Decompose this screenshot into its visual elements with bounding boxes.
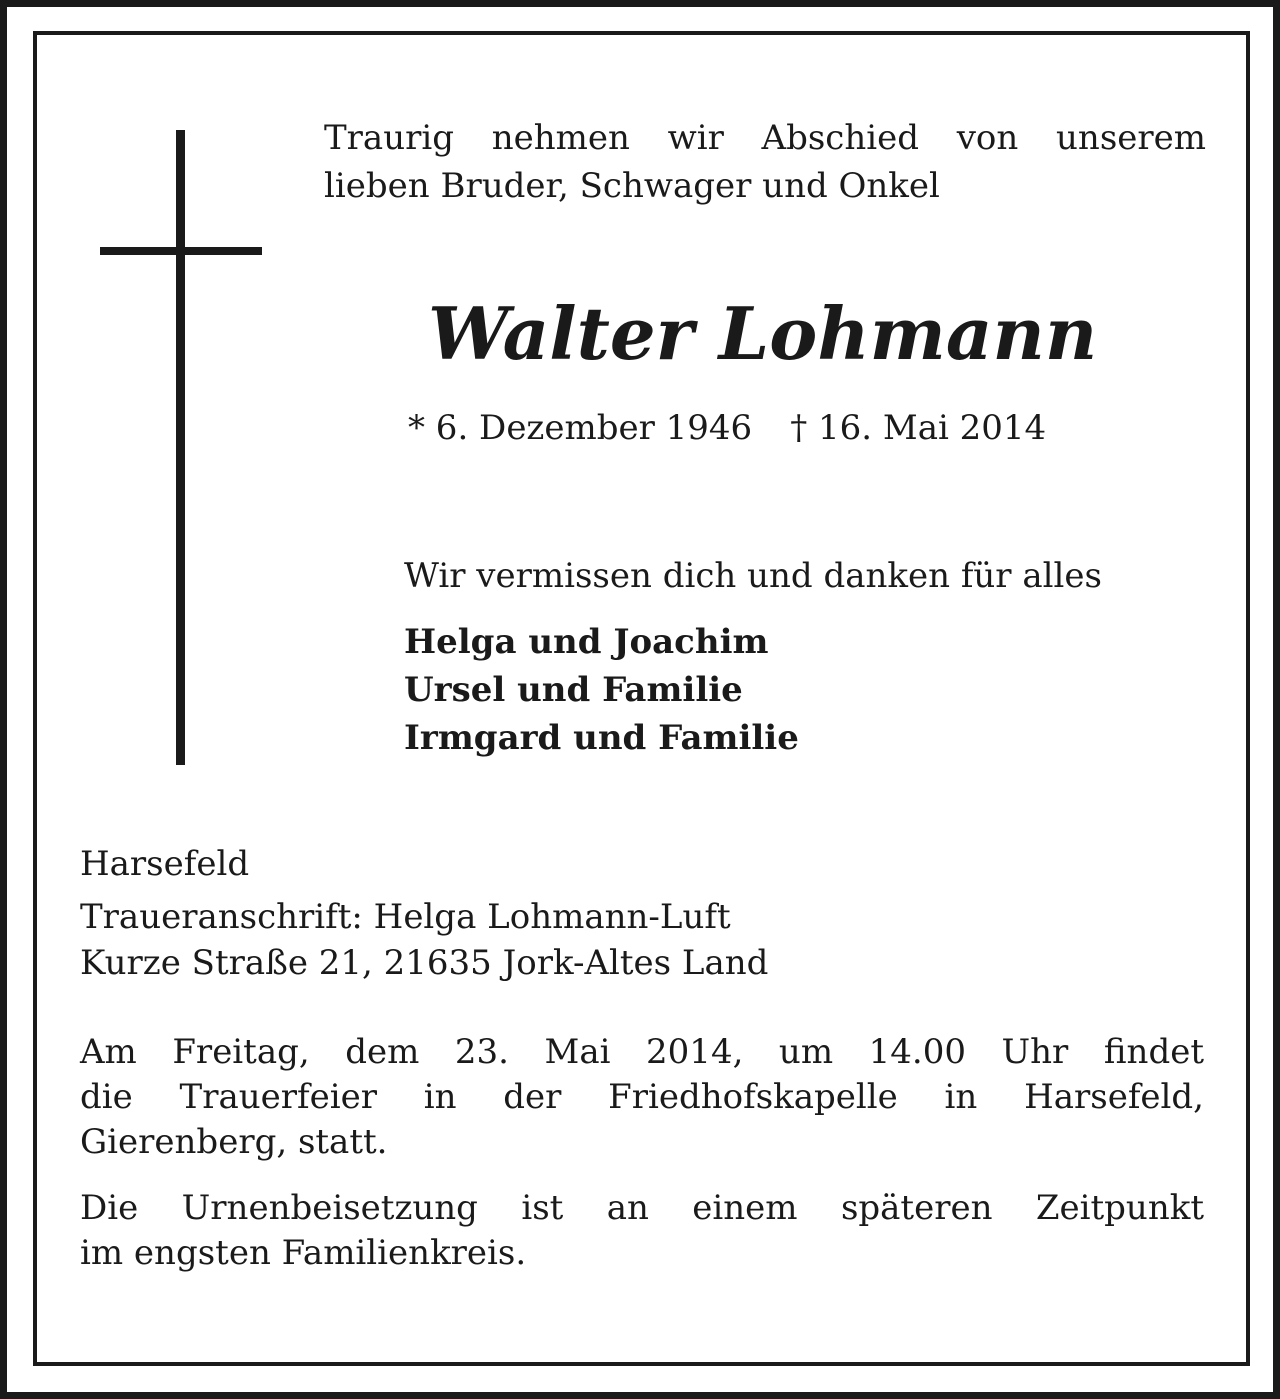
mourner: Irmgard und Familie xyxy=(404,718,799,758)
ceremony-line-1: Am Freitag, dem 23. Mai 2014, um 14.00 Uhr findet xyxy=(80,1032,1204,1072)
address-line-1: Traueranschrift: Helga Lohmann-Luft xyxy=(80,897,731,937)
death-date: † 16. Mai 2014 xyxy=(790,408,1047,448)
thanks-line: Wir vermissen dich und danken für alles xyxy=(404,556,1102,596)
birth-date: * 6. Dezember 1946 xyxy=(408,408,753,448)
cross-icon-crossbar xyxy=(100,247,262,255)
ceremony-line-3: Gierenberg, statt. xyxy=(80,1122,388,1162)
deceased-name: Walter Lohmann xyxy=(428,291,1098,376)
life-dates xyxy=(408,404,1046,452)
place-name: Harsefeld xyxy=(80,844,250,884)
burial-line-1: Die Urnenbeisetzung ist an einem späteren Zeitpunkt xyxy=(80,1188,1204,1228)
burial-paragraph xyxy=(80,1186,1204,1276)
address-line-2: Kurze Straße 21, 21635 Jork-Altes Land xyxy=(80,943,769,983)
ceremony-paragraph xyxy=(80,1030,1204,1165)
ceremony-line-2: die Trauerfeier in der Friedhofskapelle in Harsefeld, xyxy=(80,1077,1204,1117)
intro-line-1: Traurig nehmen wir Abschied von unserem xyxy=(324,118,1206,158)
intro-line-2: lieben Bruder, Schwager und Onkel xyxy=(324,166,940,206)
mourning-address xyxy=(80,894,768,986)
cross-icon xyxy=(176,130,185,765)
mourner: Ursel und Familie xyxy=(404,670,743,710)
mourner: Helga und Joachim xyxy=(404,622,769,662)
burial-line-2: im engsten Familienkreis. xyxy=(80,1233,527,1273)
intro-text xyxy=(324,114,1206,210)
mourners-list xyxy=(404,618,799,762)
